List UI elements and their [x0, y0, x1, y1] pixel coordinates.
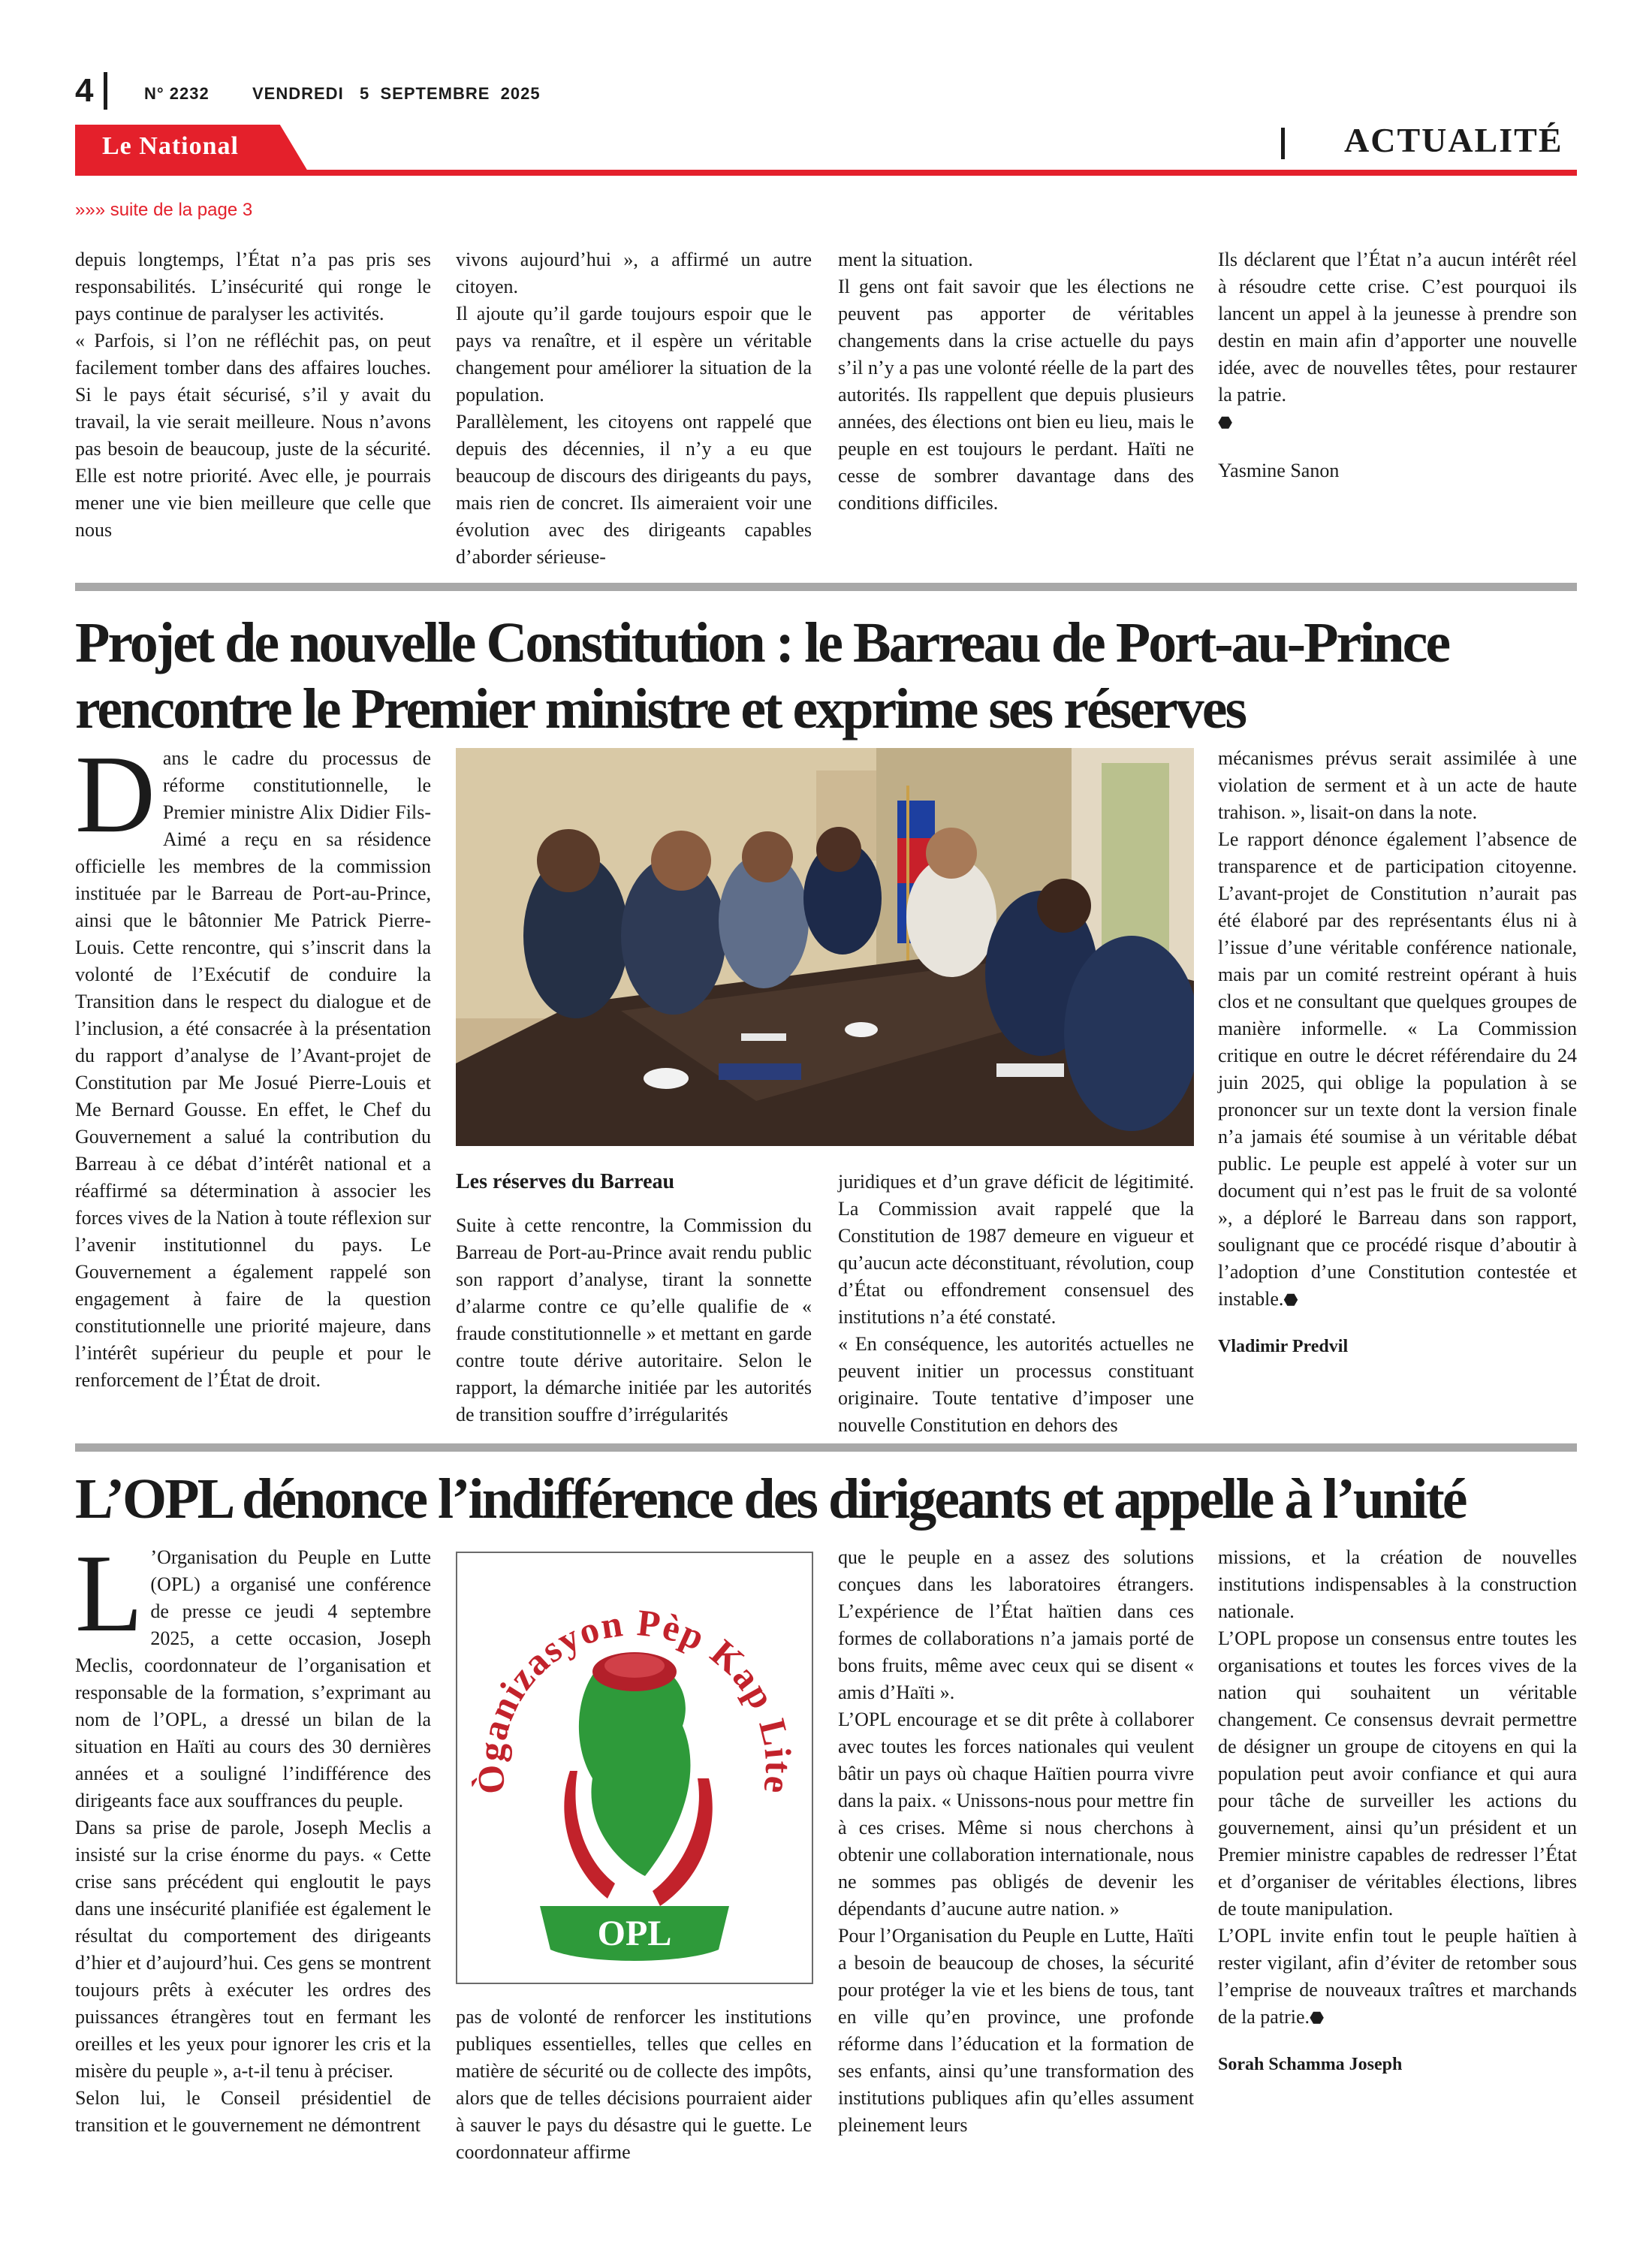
paragraph: Parallèlement, les citoyens ont rappelé que depuis des décennies, il n’y a eu que beaucoup de discours des dirigeants du pays, mais rien de concret. Ils aimeraient voir une évolution avec des dirigeants capables d’aborder sérieuse-: [456, 411, 812, 568]
paragraph: Selon lui, le Conseil présidentiel de transition et le gouvernement ne démontrent: [75, 2087, 431, 2136]
paragraph: Il ajoute qu’il garde toujours espoir que le pays va renaître, et il espère un véritable changement pour améliorer la situation de la population.: [456, 303, 812, 406]
end-mark-icon: ⬣: [1218, 413, 1233, 432]
paragraph: ans le cadre du processus de réforme constitutionnelle, le Premier ministre Alix Didier Fils-Aimé a reçu en sa résidence officielle les membres de la commission instituée par le Barreau de Port-au-Prince, ainsi que le bâtonnier Me Patrick Pierre-Louis. Cette rencontre, qui s’inscrit dans la volonté de l’Exécutif de conduire la Transition dans le respect du dialogue et de l’inclusion, a été consacrée à la présentation du rapport d’analyse de l’Avant-projet de Constitution par Me Josué Pierre-Louis et Me Bernard Gousse. En effet, le Chef du Gouvernement a salué la contribution du Barreau à ce débat d’intérêt national et a réaffirmé sa détermination à associer les forces vives de la Nation à toute réflexion sur l’avenir institutionnel du pays. Le Gouvernement a également rappelé son engagement à faire de la question constitutionnelle une priorité majeure, dans l’intérêt supérieur du peuple et pour le renforcement de l’État de droit.: [75, 747, 431, 1391]
paragraph: « En conséquence, les autorités actuelles ne peuvent initier un processus constituant originaire. Toute tentative d’imposer une nouvelle Constitution en dehors des: [838, 1333, 1194, 1436]
logo-badge-text: OPL: [597, 1914, 672, 1953]
top-column-1: [75, 246, 431, 544]
paragraph: pas de volonté de renforcer les institutions publiques essentielles, telles que celles en matière de sécurité ou de collecte des impôts, alors que de telles décisions pourraient aider à sauver le pays du désastre qui le guette. Le coordonnateur affirme: [456, 2006, 812, 2163]
article2-column-3: [838, 1544, 1194, 2139]
article-headline: [75, 1466, 1577, 1532]
paragraph: Pour l’Organisation du Peuple en Lutte, Haïti a besoin de beaucoup de choses, la sécurité pour protéger la vie et les biens de tous, tant en ville qu’en province, une profonde réforme dans l’éducation et la formation de ses enfants, ainsi qu’une transformation des institutions publiques afin qu’elles assument pleinement leurs: [838, 1925, 1194, 2136]
paragraph: mécanismes prévus serait assimilée à une violation de serment et à un acte de haute trahison. », lisait-on dans la note.: [1218, 747, 1577, 823]
article1-column-3: [838, 1169, 1194, 1439]
article-headline: [75, 610, 1577, 742]
paragraph: L’OPL encourage et se dit prête à collaborer avec toutes les forces nationales qui veulent bâtir un pays où chaque Haïtien pourra vivre dans la paix. « Unissons-nous pour mettre fin à ces crises. Même si nous cherchons à obtenir une collaboration internationale, nous ne sommes pas obligés de devenir les dépendants d’aucune autre nation. »: [838, 1709, 1194, 1920]
paragraph: ment la situation.: [838, 249, 973, 270]
paragraph: juridiques et d’un grave déficit de légitimité. La Commission avait rappelé que la Constitution de 1987 demeure en vigueur et qu’aucun acte déconstituant, révolution, coup d’État ou effondrement consensuel des institutions n’a été constaté.: [838, 1171, 1194, 1328]
section-rule: [75, 583, 1577, 591]
paragraph: Il gens ont fait savoir que les élections ne peuvent pas apporter de véritables changements dans la crise actuelle du pays s’il n’y a pas une volonté réelle de la part des autorités. Ils rappellent que depuis plusieurs années, des élections ont bien eu lieu, mais le peuple en est toujours le perdant. Haïti ne cesse de sombrer davantage dans des conditions difficiles.: [838, 276, 1194, 514]
subheading: Les réserves du Barreau: [456, 1170, 675, 1193]
paragraph: depuis longtemps, l’État n’a pas pris ses responsabilités. L’insécurité qui ronge le pays continue de paralyser les activités.: [75, 249, 431, 324]
top-column-2: [456, 246, 812, 571]
paragraph: Dans sa prise de parole, Joseph Meclis a insisté sur la crise énorme du pays. « Cette crise sans précédent qui engloutit le pays dans une insécurité planifiée est également le résultat du comportement des dirigeants d’hier et d’aujourd’hui. Ces gens se montrent toujours prêts à exécuter les ordres des puissances étrangères tout en fermant les oreilles et les yeux pour ignorer les cris et la misère du peuple », a-t-il tenu à préciser.: [75, 1817, 431, 2082]
top-column-4: [1218, 246, 1577, 484]
paragraph: missions, et la création de nouvelles institutions indispensables à la construction nationale.: [1218, 1546, 1577, 1622]
article2-column-2: [456, 2004, 812, 2166]
paragraph: vivons aujourd’hui », a affirmé un autre citoyen.: [456, 249, 812, 297]
masthead-title: Le National: [102, 132, 239, 160]
paragraph: que le peuple en a assez des solutions conçues dans les laboratoires étrangers. L’expérience de l’État haïtien dans ces formes de collaborations n’a jamais porté de bons fruits, même avec ceux qui se disent « amis d’Haïti ».: [838, 1546, 1194, 1703]
issue-date: VENDREDI 5 SEPTEMBRE 2025: [252, 84, 541, 103]
headline-line-1: Projet de nouvelle Constitution : le Barreau de Port-au-Prince: [75, 611, 1449, 674]
end-mark-icon: ⬣: [1283, 1290, 1298, 1309]
paragraph: « Parfois, si l’on ne réfléchit pas, on peut facilement tomber dans des affaires louches. Si le pays était sécurisé, s’il y avait du travail, la vie serait meilleure. Nous n’avons pas besoin de beaucoup, juste de la sécurité. Elle est notre priorité. Avec elle, je pourrais mener une vie bien meilleure que celle que nous: [75, 330, 431, 541]
header-rule: [75, 170, 1577, 176]
drop-cap: L: [75, 1532, 143, 1655]
paragraph: Suite à cette rencontre, la Commission du Barreau de Port-au-Prince avait rendu public son rapport d’analyse, tirant la sonnette d’alarme contre ce qu’elle qualifie de « fraude constitutionnelle » et mettant en garde contre toute dérive autoritaire. Selon le rapport, la démarche initiée par les autorités de transition souffre d’irrégularités: [456, 1214, 812, 1425]
article1-column-4: [1218, 745, 1577, 1360]
article1-column-1: [75, 733, 431, 1394]
meeting-photo: [456, 748, 1194, 1146]
section-divider: [1281, 128, 1285, 159]
page-number: 4: [75, 72, 94, 109]
top-column-3: [838, 246, 1194, 517]
logo-arc-text: Òganizasyon Pèp Kap Lite: [469, 1601, 800, 1798]
author-byline: Vladimir Predvil: [1218, 1337, 1349, 1356]
drop-cap: D: [75, 733, 155, 856]
opl-logo: [456, 1552, 813, 1984]
article1-column-2: [456, 1169, 812, 1428]
page-number-divider: [104, 72, 107, 110]
opl-logo-image: [457, 1553, 812, 1983]
author-byline: Yasmine Sanon: [1218, 460, 1340, 481]
end-mark-icon: ⬣: [1310, 2008, 1325, 2027]
paragraph: Le rapport dénonce également l’absence de transparence et de participation citoyenne. L’avant-projet de Constitution n’aurait pas été élaboré par des représentants élus ni à l’issue d’une véritable conférence nationale, mais par un comité restreint opérant à huis clos et ne consultant que quelques groupes de manière informelle. « La Commission critique en outre le décret référendaire du 24 juin 2025, qui oblige la population à se prononcer sur un texte dont la version finale n’a jamais été soumise à un véritable débat public. Le peuple est appelé à voter sur un document qui n’est pas le fruit de sa volonté », a déploré le Barreau dans son rapport, soulignant que ce procédé risque d’aboutir à l’adoption d’une Constitution contestée et instable.: [1218, 828, 1577, 1310]
article2-column-4: [1218, 1544, 1577, 2078]
section-title: ACTUALITÉ: [1344, 121, 1563, 159]
section-rule: [75, 1443, 1577, 1452]
issue-number: N° 2232: [144, 84, 210, 103]
continued-from-note: »»» suite de la page 3: [75, 200, 253, 220]
paragraph: L’OPL invite enfin tout le peuple haïtien à rester vigilant, afin d’éviter de retomber sous l’emprise de nouveaux traîtres et marchands de la patrie.: [1218, 1925, 1577, 2028]
paragraph: L’OPL propose un consensus entre toutes les organisations et toutes les forces vives de la nation qui souhaitent un véritable changement. Ce consensus devrait permettre de désigner un groupe de citoyens en qui la population peut avoir confiance et qui aura pour tâche de surveiller les actions du gouvernement, ainsi qu’un président et un Premier ministre capables de redresser l’État et d’organiser de véritables élections, libres de toute manipulation.: [1218, 1627, 1577, 1920]
author-byline: Sorah Schamma Joseph: [1218, 2055, 1403, 2074]
headline-line-2: rencontre le Premier ministre et exprime ses réserves: [75, 677, 1246, 740]
paragraph: Ils déclarent que l’État n’a aucun intérêt réel à résoudre cette crise. C’est pourquoi ils lancent un appel à la jeunesse à prendre son destin en main afin d’apporter une nouvelle idée, avec de nouvelles têtes, pour restaurer la patrie.: [1218, 249, 1577, 406]
article2-column-1: [75, 1532, 431, 2139]
headline-line-1: L’OPL dénonce l’indifférence des dirigeants et appelle à l’unité: [75, 1467, 1466, 1531]
meeting-photo-image: [456, 748, 1194, 1146]
paragraph: ’Organisation du Peuple en Lutte (OPL) a organisé une conférence de presse ce jeudi 4 septembre 2025, a cette occasion, Joseph Meclis, coordonnateur de l’organisation et responsable de la formation, s’exprimant au nom de l’OPL, a dressé un bilan de la situation en Haïti au cours des 30 dernières années et a souligné l’indifférence des dirigeants face aux souffrances du peuple.: [75, 1546, 431, 1811]
